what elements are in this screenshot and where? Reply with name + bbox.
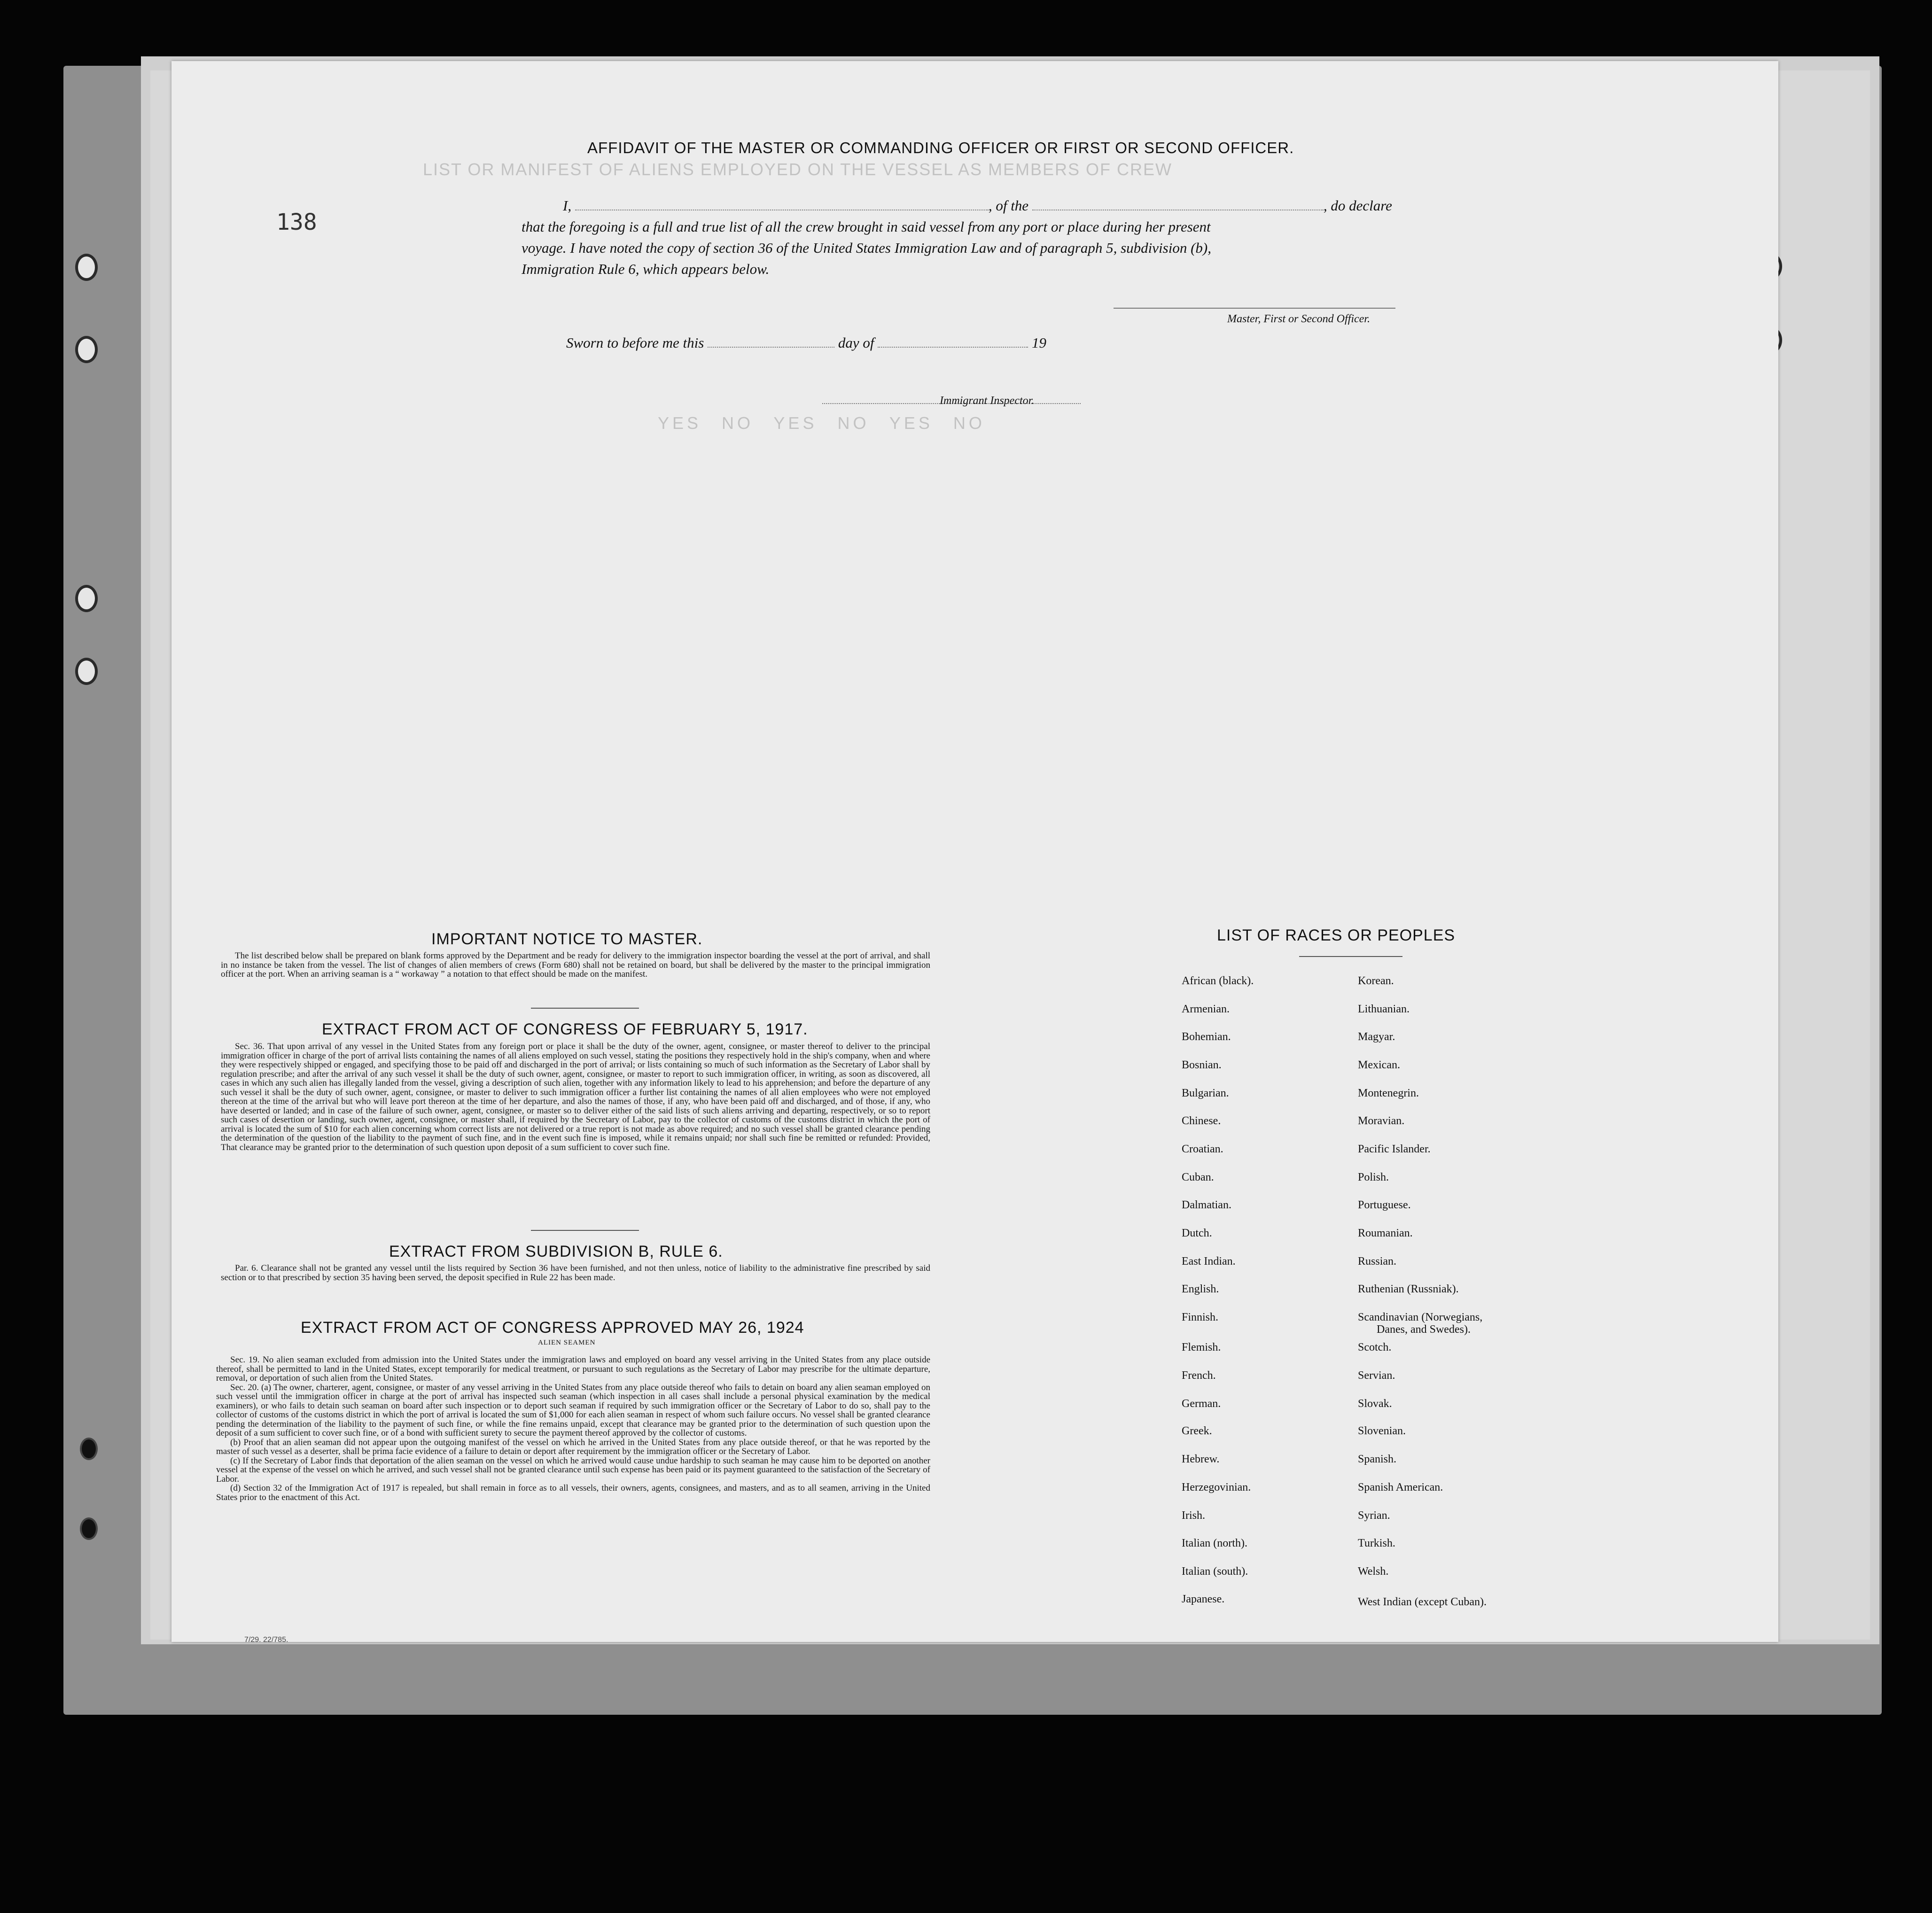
sec-20a-paragraph: Sec. 20. (a) The owner, charterer, agent, consignee, or master of any vessel arriving in the United States from any place outside thereof who fails to detain on board any alien seaman employed on such vessel until the immigration officer in charge at the port of arrival has inspected such seaman (which inspection in all cases shall include a personal physical examination by the medical examiners), or who fails to detain such seaman on board after such inspection or to deport such seaman if required by such immigration officer or the Secretary of Labor to do so, shall pay to the collector of customs of the customs district in which the port of arrival is located the sum of $1,000 for each alien seaman in respect of whom such failure occurs. No vessel shall be granted clearance pending the determination of the liability to the payment of such fine, or while the fine remains unpaid, except that clearance may be granted prior to the determination of such question upon the deposit of a sum sufficient to cover such fine, or of a bond with sufficient surety to secure the payment thereof approved by the collector of customs. <box>216 1382 930 1438</box>
race-item: Finnish. <box>1182 1311 1219 1323</box>
race-item: Roumanian. <box>1358 1227 1413 1239</box>
sworn-label: Sworn to before me this <box>566 334 704 351</box>
affidavit-declare: , do declare <box>1323 197 1392 214</box>
vessel-blank <box>1032 198 1324 210</box>
race-item: Scandinavian (Norwegians, <box>1358 1311 1483 1323</box>
race-item: Japanese. <box>1182 1593 1225 1605</box>
race-item: Bosnian. <box>1182 1059 1222 1071</box>
punch-hole <box>75 336 98 363</box>
race-item: Servian. <box>1358 1369 1395 1382</box>
sworn-month-blank <box>878 335 1028 348</box>
extract-1924-title: EXTRACT FROM ACT OF CONGRESS APPROVED MAY 26, 1924 <box>301 1319 804 1337</box>
extract-1917-text <box>221 1042 930 1152</box>
affidavit-line-1 <box>563 197 1392 214</box>
master-label: Master, First or Second Officer. <box>1227 313 1370 325</box>
notice-title: IMPORTANT NOTICE TO MASTER. <box>431 930 703 948</box>
bleed-through-text: LIST OR MANIFEST OF ALIENS EMPLOYED ON THE VESSEL AS MEMBERS OF CREW <box>423 160 1173 179</box>
race-item: Slovak. <box>1358 1398 1392 1410</box>
race-item: Croatian. <box>1182 1143 1223 1155</box>
race-item: Danes, and Swedes). <box>1377 1323 1471 1336</box>
race-item: Korean. <box>1358 975 1394 987</box>
race-item: Russian. <box>1358 1255 1397 1268</box>
race-item: Dalmatian. <box>1182 1199 1231 1211</box>
race-item: Lithuanian. <box>1358 1003 1410 1015</box>
race-item: Bulgarian. <box>1182 1087 1229 1099</box>
punch-hole <box>75 658 98 685</box>
punch-hole <box>80 1517 98 1540</box>
affidavit-line-4: Immigration Rule 6, which appears below. <box>522 261 770 277</box>
race-item: Pacific Islander. <box>1358 1143 1431 1155</box>
section-divider <box>531 1230 639 1231</box>
race-item: Magyar. <box>1358 1031 1395 1043</box>
punch-hole <box>75 254 98 281</box>
race-item: Ruthenian (Russniak). <box>1358 1283 1459 1295</box>
subdivision-paragraph: Par. 6. Clearance shall not be granted any vessel until the lists required by Section 36 have been furnished, and not then unless, notice of liability to the administrative fine prescribed by said section or to that prescribed by section 35 having been served, the deposit specified in Rule 22 has been made. <box>221 1263 930 1283</box>
sworn-day-blank <box>708 335 834 348</box>
race-item: Armenian. <box>1182 1003 1230 1015</box>
race-item: Italian (south). <box>1182 1565 1248 1578</box>
race-item: Spanish American. <box>1358 1481 1443 1493</box>
races-title: LIST OF RACES OR PEOPLES <box>1217 926 1456 944</box>
race-item: French. <box>1182 1369 1216 1382</box>
punch-hole <box>75 585 98 612</box>
sworn-line <box>566 334 1046 351</box>
race-item: West Indian (except Cuban). <box>1358 1596 1487 1608</box>
alien-seamen-subtitle: ALIEN SEAMEN <box>538 1339 596 1346</box>
race-item: Scotch. <box>1358 1341 1392 1353</box>
notice-paragraph: The list described below shall be prepared on blank forms approved by the Department and be ready for delivery to the immigration inspector boarding the vessel at the port of arrival, and shall in no instance be taken from the vessel. The list of changes of alien members of crews (Form 680) shall not be retained on board, but shall be delivered by the master to the principal immigration officer at the port. When an arriving seaman is a “ workaway ” a notation to that effect should be made on the manifest. <box>221 951 930 979</box>
extract-1917-paragraph: Sec. 36. That upon arrival of any vessel in the United States from any foreign port or place it shall be the duty of the owner, agent, consignee, or master thereof to deliver to the principal immigration officer in charge of the port of arrival lists containing the names of all aliens employed on such vessel, stating the positions they respectively hold in the ship's company, when and where they were respectively shipped or engaged, and specifying those to be paid off and discharged in the port of arrival; or lists containing so much of such information as the Secretary of Labor shall by regulation prescribe; and after the arrival of any such vessel it shall be the duty of such owner, agent, consignee, or master to report to such immigration officer, in writing, as soon as discovered, all cases in which any such alien has illegally landed from the vessel, giving a description of such alien, together with any information likely to lead to his apprehension; and before the departure of any such vessel it shall be the duty of such owner, agent, consignee, or master to deliver to such immigration officer a further list containing the names of all alien employees who were not employed thereon at the time of the arrival but who will leave port thereon at the time of her departure, and also the names of those, if any, who have been paid off and discharged, and of those, if any, who have deserted or landed; and in case of the failure of such owner, agent, consignee, or master so to deliver either of the said lists of such aliens arriving and departing, respectively, or so to report such cases of desertion or landing, such owner, agent, consignee, or master shall, if required by the Secretary of Labor, pay to the collector of customs of the customs district in which the port of arrival is located the sum of $10 for each alien concerning whom correct lists are not delivered or a true report is not made as above required; and no such vessel shall be granted clearance pending the determination of the question of the liability to the payment of such fine, and in the event such fine is imposed, while it remains unpaid; nor shall such fine be remitted or refunded: Provided, That clearance may be granted prior to the determination of such question upon deposit of a sum sufficient to cover such fine. <box>221 1042 930 1152</box>
race-item: East Indian. <box>1182 1255 1236 1268</box>
race-item: Slovenian. <box>1358 1425 1406 1437</box>
bleed-through-text: Y E S N O Y E S N O Y E S N O <box>658 413 983 433</box>
race-item: German. <box>1182 1398 1221 1410</box>
race-item: Turkish. <box>1358 1537 1395 1549</box>
race-item: Irish. <box>1182 1509 1205 1522</box>
race-item: Mexican. <box>1358 1059 1400 1071</box>
affidavit-line-2: that the foregoing is a full and true list of all the crew brought in said vessel from any port or place during her present <box>522 218 1211 235</box>
inspector-label: Immigrant Inspector. <box>940 395 1035 407</box>
race-item: Herzegovinian. <box>1182 1481 1251 1493</box>
race-item: African (black). <box>1182 975 1254 987</box>
year-label: 19 <box>1031 334 1046 351</box>
punch-hole <box>80 1438 98 1460</box>
affidavit-title: AFFIDAVIT OF THE MASTER OR COMMANDING OFFICER OR FIRST OR SECOND OFFICER. <box>587 139 1294 156</box>
race-item: Polish. <box>1358 1171 1389 1183</box>
extract-1917-title: EXTRACT FROM ACT OF CONGRESS OF FEBRUARY 5, 1917. <box>322 1020 808 1038</box>
notice-text <box>221 951 930 979</box>
race-item: Syrian. <box>1358 1509 1390 1522</box>
affidavit-i: I, <box>563 197 572 214</box>
race-item: Spanish. <box>1358 1453 1397 1465</box>
race-item: English. <box>1182 1283 1219 1295</box>
form-code: 7/29. 22/785. <box>244 1636 288 1644</box>
extract-1924-text <box>216 1355 930 1502</box>
margin-number: 138 <box>276 209 317 235</box>
sec-19-paragraph: Sec. 19. No alien seaman excluded from admission into the United States under the immigration laws and employed on board any vessel arriving in the United States from any place outside thereof, shall be permitted to land in the United States, except temporarily for medical treatment, or pursuant to such regulations as the Secretary of Labor may prescribe for the ultimate departure, removal, or deportation of such alien from the United States. <box>216 1355 930 1383</box>
affidavit-line-3: voyage. I have noted the copy of section 36 of the United States Immigration Law and of paragraph 5, subdivision (b), <box>522 240 1211 256</box>
race-item: Welsh. <box>1358 1565 1389 1578</box>
race-item: Bohemian. <box>1182 1031 1231 1043</box>
race-item: Greek. <box>1182 1425 1212 1437</box>
subdivision-text <box>221 1264 930 1282</box>
sec-20d-paragraph: (d) Section 32 of the Immigration Act of 1917 is repealed, but shall remain in force as to all vessels, their owners, agents, consignees, and masters, and as to all seamen, arriving in the United States prior to the enactment of this Act. <box>216 1483 930 1502</box>
name-blank <box>575 198 989 210</box>
race-item: Montenegrin. <box>1358 1087 1419 1099</box>
race-item: Flemish. <box>1182 1341 1221 1353</box>
race-item: Cuban. <box>1182 1171 1214 1183</box>
race-item: Hebrew. <box>1182 1453 1220 1465</box>
race-item: Chinese. <box>1182 1115 1221 1127</box>
sec-20b-paragraph: (b) Proof that an alien seaman did not appear upon the outgoing manifest of the vessel on which he arrived in the United States from any place outside thereof, or that he was reported by the master of such vessel as a deserter, shall be prima facie evidence of a failure to detain or deport after requirement by the immigration officer or the Secretary of Labor. <box>216 1437 930 1456</box>
race-item: Portuguese. <box>1358 1199 1411 1211</box>
section-divider <box>531 1008 639 1009</box>
race-item: Dutch. <box>1182 1227 1212 1239</box>
race-item: Moravian. <box>1358 1115 1405 1127</box>
affidavit-of-the: , of the <box>988 197 1029 214</box>
races-divider <box>1299 956 1402 957</box>
sec-20c-paragraph: (c) If the Secretary of Labor finds that deportation of the alien seaman on the vessel on which he arrived would cause undue hardship to such seaman he may cause him to be deported on another vessel at the expense of the vessel on which he arrived, and such vessel shall not be granted clearance until such expense has been paid or its payment guaranteed to the satisfaction of the Secretary of Labor. <box>216 1455 930 1484</box>
master-signature-line <box>1114 308 1395 309</box>
race-item: Italian (north). <box>1182 1537 1247 1549</box>
day-of-label: day of <box>838 334 874 351</box>
subdivision-title: EXTRACT FROM SUBDIVISION B, RULE 6. <box>389 1243 723 1260</box>
